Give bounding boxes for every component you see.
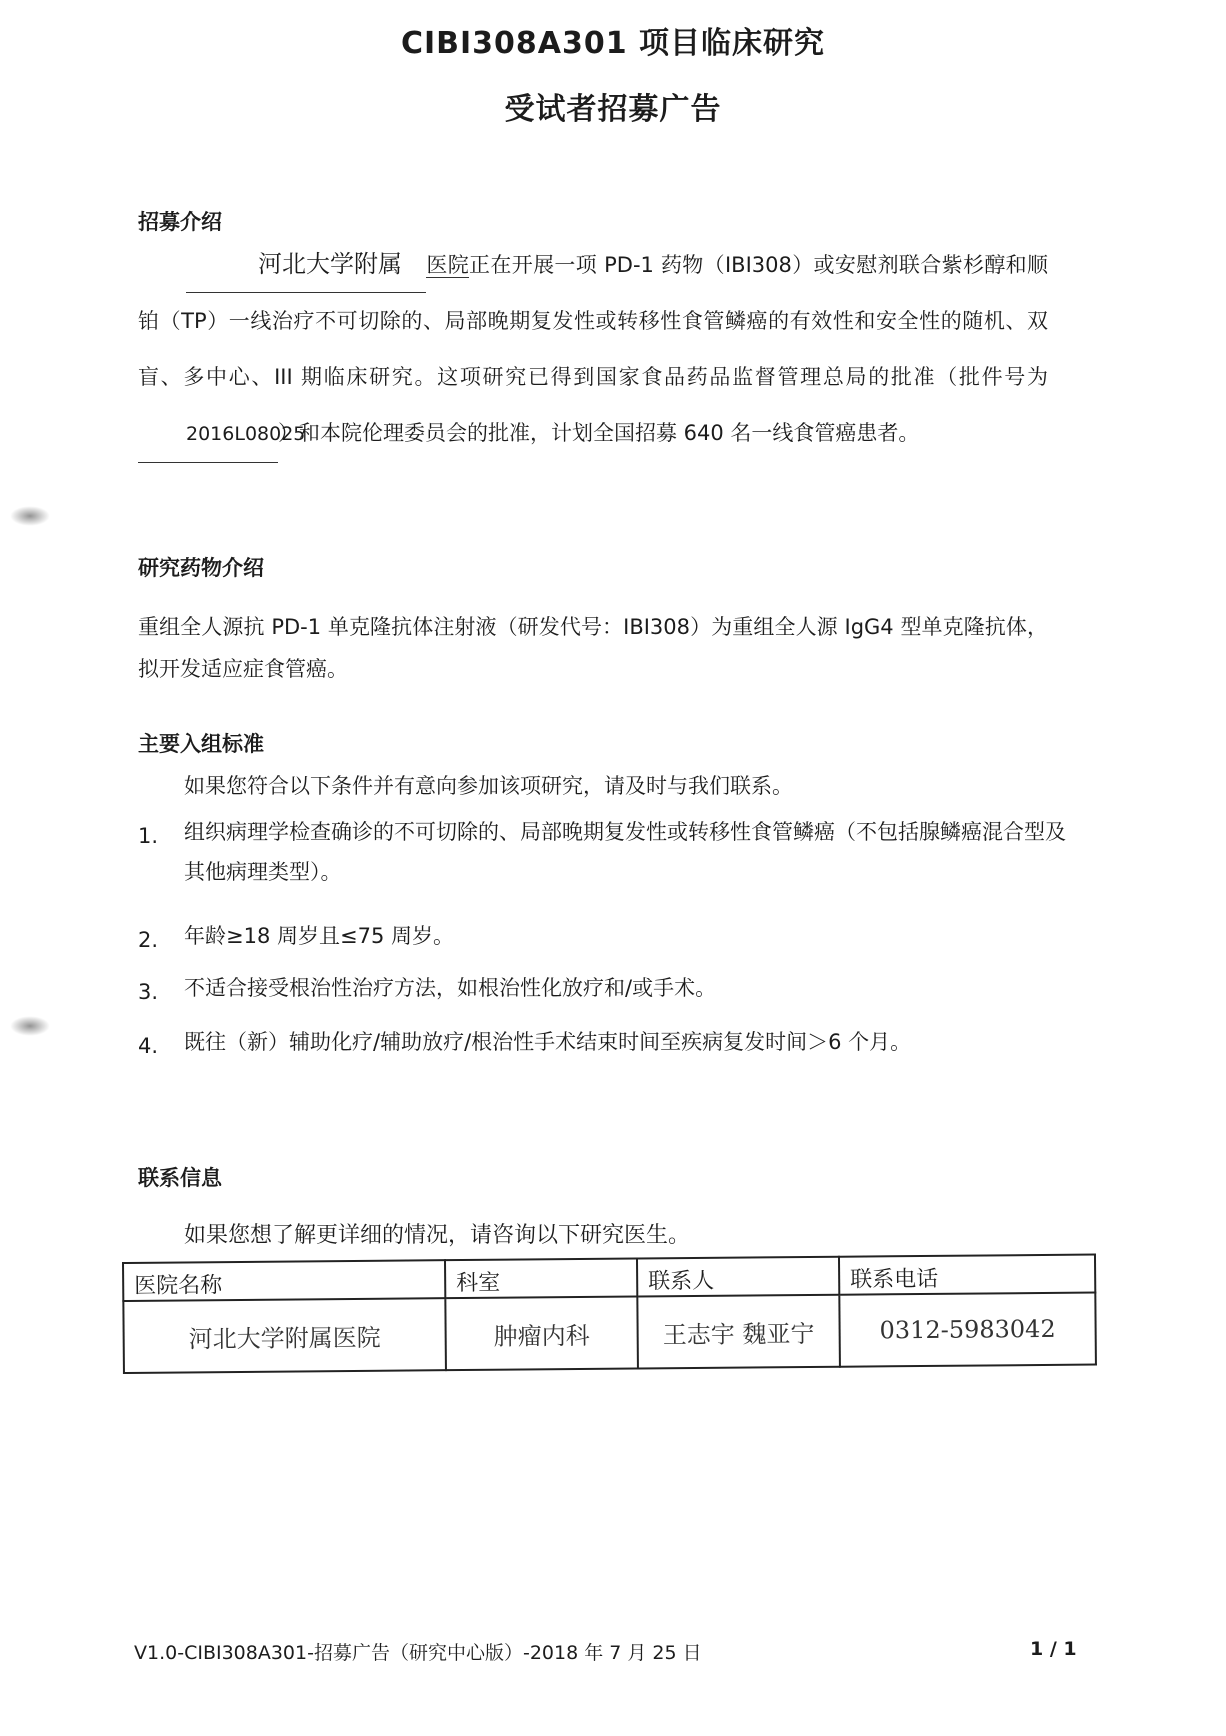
contact-table-row xyxy=(123,1293,1096,1373)
recruit-text-a: 正在开展一项 PD-1 药物（IBI308）或安慰剂联合紫杉醇和顺铂（TP）一线治疗不可切除的、局部晚期复发性或转移性食管鳞癌的有效性和安全性的随机、双盲、多中心、III 期临床研究。这项研究已得到国家食品药品监督管理总局的批准（批件号为 xyxy=(138,253,1049,389)
cell-department: 肿瘤内科 xyxy=(445,1297,638,1371)
cell-phone: 0312-5983042 xyxy=(839,1293,1096,1367)
cell-contact-person: 王志宇 魏亚宁 xyxy=(637,1295,840,1369)
approval-number: 2016L08025 xyxy=(138,406,278,463)
contact-table xyxy=(122,1254,1097,1374)
criteria-item-number: 3. xyxy=(138,980,159,1004)
cell-hospital: 河北大学附属医院 xyxy=(123,1298,446,1373)
criteria-item-number: 4. xyxy=(138,1034,159,1058)
criteria-item-number: 1. xyxy=(138,824,159,848)
recruit-heading: 招募介绍 xyxy=(138,210,222,234)
criteria-heading: 主要入组标准 xyxy=(138,732,264,756)
footer-page-number: 1 / 1 xyxy=(1030,1638,1077,1660)
document-subtitle: 受试者招募广告 xyxy=(504,92,722,127)
hospital-fill-in: 河北大学附属 xyxy=(186,236,426,293)
criteria-item-text: 组织病理学检查确诊的不可切除的、局部晚期复发性或转移性食管鳞癌（不包括腺鳞癌混合型及其他病理类型）。 xyxy=(184,820,1066,884)
hospital-suffix: 医院 xyxy=(426,253,470,277)
header-department: 科室 xyxy=(445,1259,637,1299)
drug-heading: 研究药物介绍 xyxy=(138,556,264,580)
header-hospital: 医院名称 xyxy=(123,1260,445,1301)
scan-smudge xyxy=(10,1016,50,1036)
drug-paragraph: 重组全人源抗 PD-1 单克隆抗体注射液（研发代号：IBI308）为重组全人源 IgG4 型单克隆抗体，拟开发适应症食管癌。 xyxy=(138,615,1048,681)
recruit-paragraph xyxy=(138,236,1048,463)
footer-version: V1.0-CIBI308A301-招募广告（研究中心版）-2018 年 7 月 25 日 xyxy=(134,1642,702,1664)
header-contact-person: 联系人 xyxy=(637,1257,839,1297)
criteria-item-text: 年龄≥18 周岁且≤75 周岁。 xyxy=(184,924,454,948)
document-title: CIBI308A301 项目临床研究 xyxy=(400,26,826,61)
recruit-text-b: ）和本院伦理委员会的批准，计划全国招募 640 名一线食管癌患者。 xyxy=(278,421,920,445)
contact-heading: 联系信息 xyxy=(138,1166,222,1190)
criteria-intro: 如果您符合以下条件并有意向参加该项研究，请及时与我们联系。 xyxy=(184,774,793,798)
scan-smudge xyxy=(10,506,50,526)
criteria-item-number: 2. xyxy=(138,928,159,952)
header-phone: 联系电话 xyxy=(839,1255,1095,1295)
criteria-item-text: 不适合接受根治性治疗方法，如根治性化放疗和/或手术。 xyxy=(184,976,717,1000)
contact-intro: 如果您想了解更详细的情况，请咨询以下研究医生。 xyxy=(184,1223,691,1248)
criteria-item-text: 既往（新）辅助化疗/辅助放疗/根治性手术结束时间至疾病复发时间＞6 个月。 xyxy=(184,1030,912,1054)
